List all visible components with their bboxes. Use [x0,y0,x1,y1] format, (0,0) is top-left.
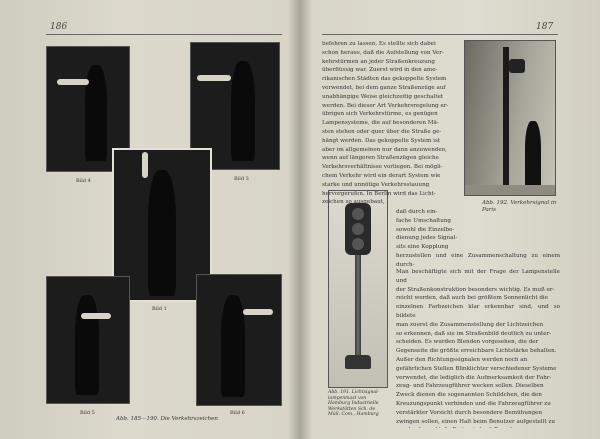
photo-bild-5 [46,276,130,404]
text-line: hervorgerufen. In Berlin wird das Licht- [322,190,436,197]
label-bild-3: Bild 3 [234,176,249,182]
text-line: Außer den Richtungssignalen werden noch an [396,356,528,363]
text-line: kehrstürmen an jeder Straßenkreuzung [322,58,435,65]
signal-lamp-head [345,203,371,255]
white-glove-arm [57,79,89,85]
body-text-top [322,40,458,208]
text-line: hängt werden. Das gekoppelte System ist [322,137,441,144]
label-bild-6: Bild 6 [230,410,245,416]
text-line: verstärkter Vorsicht durch besondere Bemühungen [396,409,543,416]
text-line: Verkehrsverhältnisse vorliegen. Bei mögli- [322,164,443,171]
signal-head [509,59,525,73]
page-number-left: 186 [50,22,68,32]
text-line: schon heraus, daß die Aufstellung von Ver- [322,49,444,56]
white-glove-arm [243,309,273,315]
text-line: herzustellen und eine Zusammenschaltung zu einem durch- [396,252,560,266]
text-line: sowohl die Einzelbe- [396,226,455,233]
text-line: unabhängige Weise gleichzeitig geschaltet [322,93,444,100]
photo-bild-6 [196,274,282,406]
text-line: Zweck dienen die sogenannten Schildchen, die den [396,392,542,399]
text-line: übrigen sich Verkehrstürme, es genügen [322,111,438,118]
text-line: zwingen sollen, einen Halt beim Benutzer aufgestellt zu [396,418,555,425]
header-rule-right [322,34,558,35]
text-line: verwendet, die lediglich die Aufmerksamkeit der Fahr- [396,374,552,381]
lamp-light-bottom [352,238,364,250]
lamp-light-top [352,208,364,220]
text-line: fache Umschaltung [396,217,452,224]
text-line: werden. Bei dieser Art Verkehrsregelung er- [322,102,449,109]
text-line: einzelnen Farbzeichen klar erkennbar sind, und so bildete [396,304,560,319]
text-line: aber im allgemeinen nur dann anzuwenden, [322,146,448,153]
white-glove-arm [81,313,111,319]
text-line: Lampensysteme, die auf besonderen Mä- [322,120,439,127]
street-ground [465,185,555,195]
raised-hand [142,152,148,178]
lamp-light-middle [352,223,364,235]
text-line: dienung jedes Signal- [396,235,458,242]
white-glove-arm [197,75,231,81]
text-line: sten stehen oder quer über die Straße ge- [322,128,442,135]
policeman-figure [525,121,541,187]
text-line: Gegenseite die größte erreichbare Lichtstärke behalten. [396,348,557,355]
text-line: der Straßenkonstruktion besonders wichtig. Es muß er- [396,286,555,293]
text-line: man zuerst die Zusammenstellung der Lichtzeichen [396,321,544,328]
text-line: zeug- und Fahrzeugführer wecken sollen. Dieselben [396,383,544,390]
policeman-figure [75,295,99,395]
text-line: verwendet, bei dem ganze Straßenzüge auf [322,84,446,91]
policeman-figure [231,61,255,161]
label-bild-5: Bild 5 [80,410,95,416]
label-bild-1: Bild 1 [152,306,167,312]
label-bild-4: Bild 4 [76,178,91,184]
figure-caption-left: Abb. 185—190. Die Verkehrszeichen [116,416,218,422]
text-line: reicht werden, daß auch bei größtem Sonnenlicht die [396,295,549,302]
text-line: Kreuzungspunkt verbinden und die Fahrzeugführer zu [396,400,551,407]
policeman-figure [148,170,176,296]
policeman-figure [221,295,245,397]
page-number-right: 187 [536,22,554,32]
photo-caption-lamp: Abb. 191. Lichtsignal-lampenmast von Hamburg Industrielle Werkstätten Sch. de Müll. Com., Hamburg [328,390,380,417]
signal-lamp-pole [355,255,361,359]
header-rule-left [46,34,282,35]
text-line: starke und unnötige Verkehrsstauung [322,181,430,188]
text-line: befehren zu lassen. Es stellte sich dabei [322,41,436,47]
photo-signal-lamp [328,190,388,388]
text-line: chem Verkehr wird ein derart System wie [322,172,441,179]
body-text-middle [396,208,560,266]
text-line: rikanischen Städten das gekoppelte System [322,76,447,83]
left-page [0,0,298,439]
signal-lamp-base [345,355,371,369]
text-line [396,426,560,428]
right-page [302,0,600,439]
text-line: wenn auf längeren Straßenzügen gleiche [322,155,439,162]
body-text-bottom [396,268,560,428]
text-line: so erkennen, daß sie im Straßenbild deutlich zu unter- [396,330,552,337]
text-line: sits eine Kopplung [396,244,449,251]
photo-paris-signal [464,40,556,196]
text-line: Man beschäftigte sich mit der Frage der Lampenstelle und [396,269,560,284]
text-line: überflüssig war. Zuerst wird in den ame- [322,67,438,74]
text-line: zeichen so ausgebaut, [322,199,385,206]
photo-caption-paris: Abb. 192. Verkehrsignal in Paris [482,200,557,213]
text-line: scheiden. Es wurden Blenden vorgesehen, die der [396,339,539,346]
text-line: daß durch ein- [396,209,438,215]
text-line: gefährlichen Stellen Blinklichter verschiedener Systeme [396,365,557,372]
